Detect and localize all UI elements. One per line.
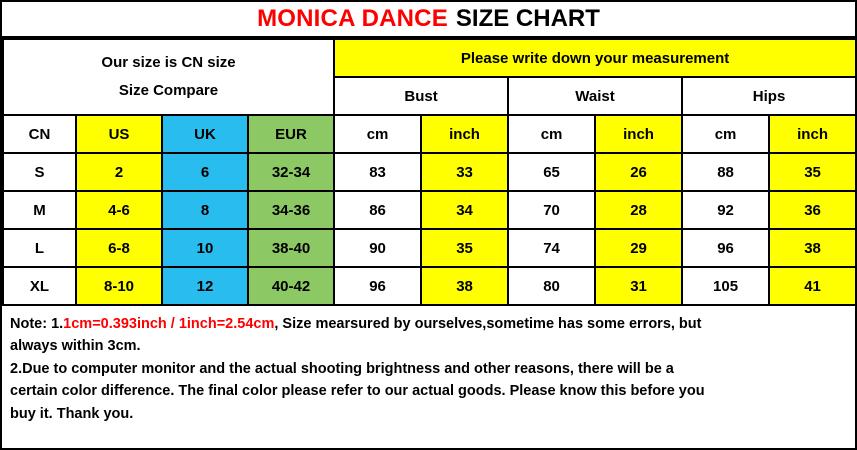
table-row	[3, 191, 856, 229]
header-waist-cm: cm	[508, 115, 595, 153]
cell-waist-inch: 26	[595, 153, 682, 191]
table-row	[3, 267, 856, 305]
banner-left-line1: Our size is CN size	[101, 53, 236, 71]
cell-uk: 8	[162, 191, 248, 229]
title-rest: SIZE CHART	[455, 5, 600, 32]
cell-waist-cm: 70	[508, 191, 595, 229]
group-header-hips: Hips	[682, 77, 856, 115]
cell-waist-cm: 74	[508, 229, 595, 267]
table-row	[3, 229, 856, 267]
cell-uk: 12	[162, 267, 248, 305]
cell-waist-cm: 80	[508, 267, 595, 305]
cell-bust-inch: 35	[421, 229, 508, 267]
cell-hips-cm: 96	[682, 229, 769, 267]
cell-hips-cm: 92	[682, 191, 769, 229]
cell-hips-inch: 36	[769, 191, 856, 229]
cell-hips-inch: 38	[769, 229, 856, 267]
cell-cn: S	[3, 153, 76, 191]
note-line-5: buy it. Thank you.	[10, 405, 134, 422]
cell-bust-inch: 33	[421, 153, 508, 191]
cell-eur: 40-42	[248, 267, 334, 305]
note-suffix: , Size mearsured by ourselves,sometime has some errors, but	[274, 316, 702, 332]
cell-us: 6-8	[76, 229, 162, 267]
cell-cn: L	[3, 229, 76, 267]
cell-cn: XL	[3, 267, 76, 305]
note-line-2: always within 3cm.	[10, 338, 141, 355]
size-chart-table	[2, 38, 857, 306]
cell-uk: 6	[162, 153, 248, 191]
group-header-waist: Waist	[508, 77, 682, 115]
cell-bust-cm: 83	[334, 153, 421, 191]
header-bust-inch: inch	[421, 115, 508, 153]
header-waist-inch: inch	[595, 115, 682, 153]
cell-us: 8-10	[76, 267, 162, 305]
cell-bust-cm: 90	[334, 229, 421, 267]
note-conversion: 1cm=0.393inch / 1inch=2.54cm	[63, 316, 275, 332]
cell-hips-inch: 35	[769, 153, 856, 191]
banner-left-line2: Size Compare	[118, 82, 219, 99]
notes-section	[2, 306, 855, 429]
cell-waist-inch: 29	[595, 229, 682, 267]
cell-us: 2	[76, 153, 162, 191]
cell-waist-inch: 28	[595, 191, 682, 229]
group-header-bust: Bust	[334, 77, 508, 115]
note-line-4: certain color difference. The final color please refer to our actual goods. Please know this before you	[10, 383, 705, 400]
table-header-row	[3, 115, 856, 153]
cell-bust-inch: 34	[421, 191, 508, 229]
cell-eur: 32-34	[248, 153, 334, 191]
cell-eur: 38-40	[248, 229, 334, 267]
title-brand: MONICA DANCE	[257, 5, 448, 32]
header-bust-cm: cm	[334, 115, 421, 153]
cell-us: 4-6	[76, 191, 162, 229]
note-line-3: 2.Due to computer monitor and the actual shooting brightness and other reasons, there will be a	[10, 360, 674, 377]
cell-waist-inch: 31	[595, 267, 682, 305]
note-prefix: Note: 1.	[10, 316, 64, 332]
header-cn: CN	[3, 115, 76, 153]
table-banner-row	[3, 39, 856, 77]
header-eur: EUR	[248, 115, 334, 153]
banner-left-cell	[3, 39, 334, 115]
cell-hips-cm: 88	[682, 153, 769, 191]
cell-eur: 34-36	[248, 191, 334, 229]
cell-hips-inch: 41	[769, 267, 856, 305]
cell-bust-cm: 86	[334, 191, 421, 229]
banner-right-cell: Please write down your measurement	[334, 39, 856, 77]
cell-waist-cm: 65	[508, 153, 595, 191]
header-hips-cm: cm	[682, 115, 769, 153]
note-line-1	[10, 313, 847, 335]
cell-bust-inch: 38	[421, 267, 508, 305]
page-title	[2, 2, 855, 38]
cell-uk: 10	[162, 229, 248, 267]
header-uk: UK	[162, 115, 248, 153]
cell-bust-cm: 96	[334, 267, 421, 305]
header-us: US	[76, 115, 162, 153]
table-row	[3, 153, 856, 191]
header-hips-inch: inch	[769, 115, 856, 153]
cell-cn: M	[3, 191, 76, 229]
cell-hips-cm: 105	[682, 267, 769, 305]
